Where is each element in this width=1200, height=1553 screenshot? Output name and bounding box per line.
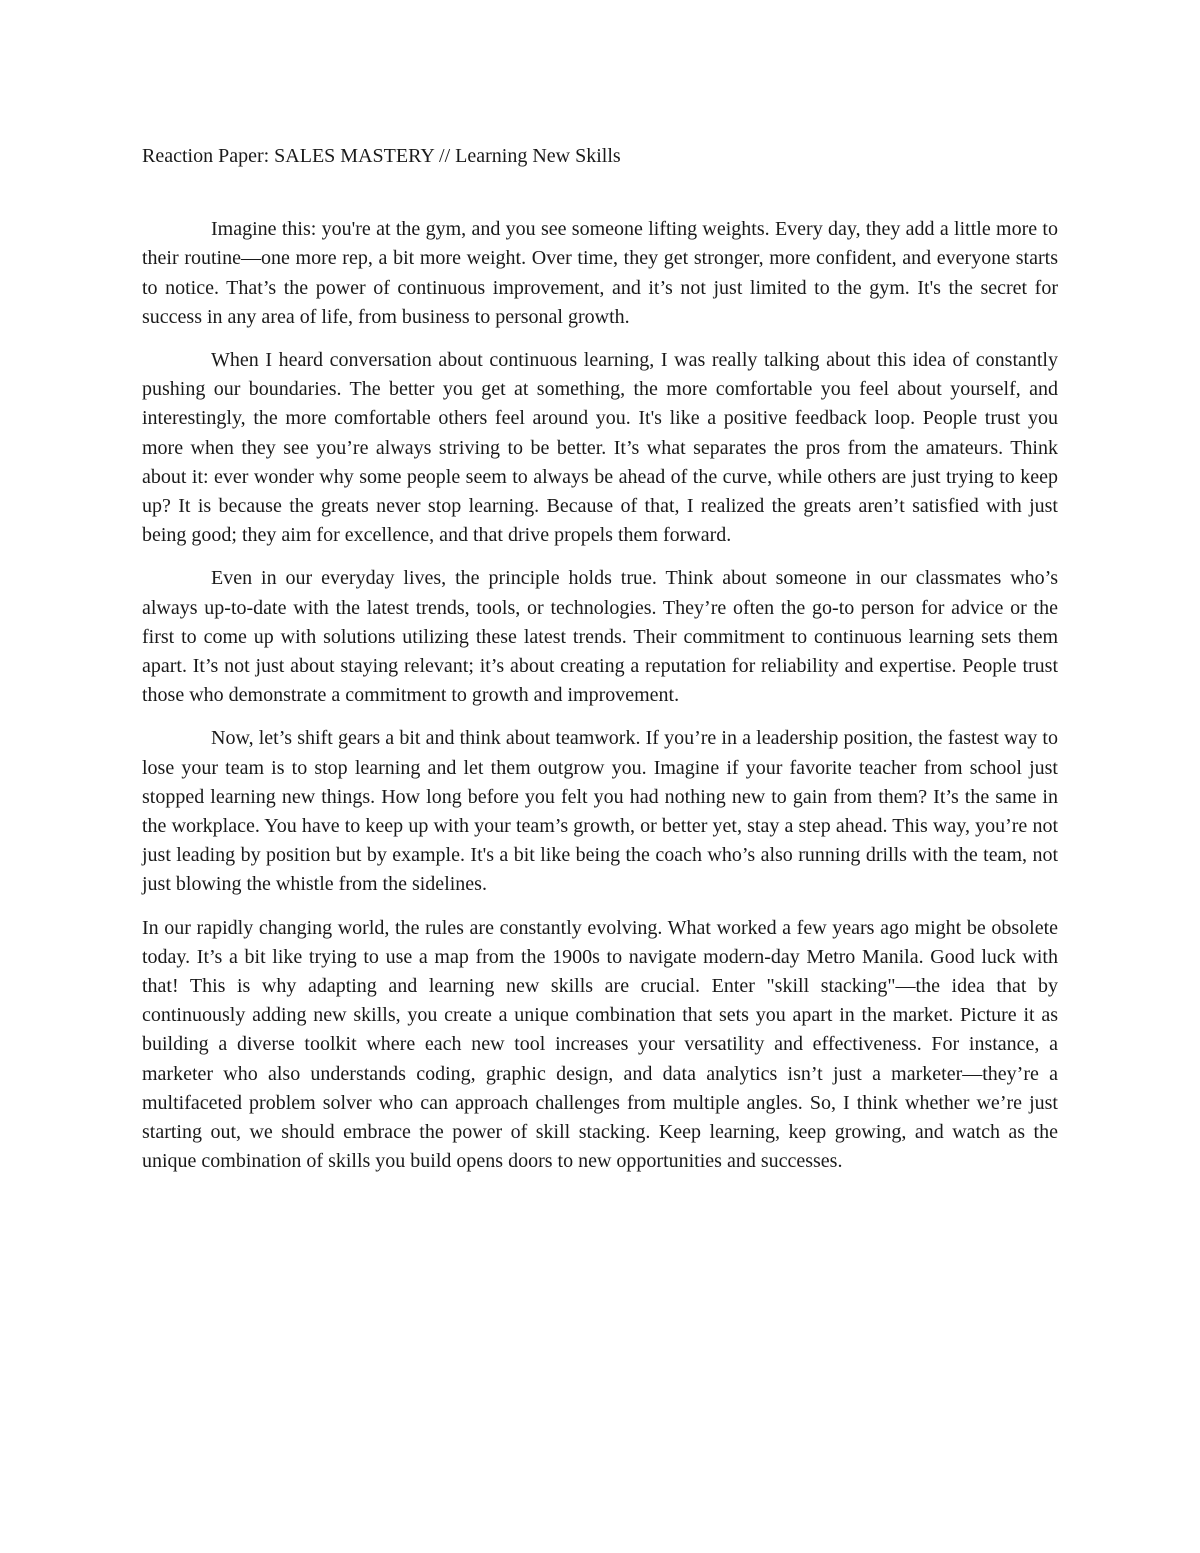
document-title: Reaction Paper: SALES MASTERY // Learning New Skills xyxy=(142,145,621,167)
document-body xyxy=(142,142,1058,1191)
paragraph-4: Now, let’s shift gears a bit and think about teamwork. If you’re in a leadership position, the fastest way to lose your team is to stop learning and let them outgrow you. Imagine if your favorite teacher from school just stopped learning new things. How long before you felt you had nothing new to gain from them? It’s the same in the workplace. You have to keep up with your team’s growth, or better yet, stay a step ahead. This way, you’re not just leading by position but by example. It's a bit like being the coach who’s also running drills with the team, not just blowing the whistle from the sidelines. xyxy=(142,727,1058,896)
paragraph-1: Imagine this: you're at the gym, and you see someone lifting weights. Every day, they add a little more to their routine—one more rep, a bit more weight. Over time, they get stronger, more confident, and everyone starts to notice. That’s the power of continuous improvement, and it’s not just limited to the gym. It's the secret for success in any area of life, from business to personal growth. xyxy=(142,218,1058,328)
paragraph-5: In our rapidly changing world, the rules are constantly evolving. What worked a few years ago might be obsolete today. It’s a bit like trying to use a map from the 1900s to navigate modern-day Metro Manila. Good luck with that! This is why adapting and learning new skills are crucial. Enter "skill stacking"—the idea that by continuously adding new skills, you create a unique combination that sets you apart in the market. Picture it as building a diverse toolkit where each new tool increases your versatility and effectiveness. For instance, a marketer who also understands coding, graphic design, and data analytics isn’t just a marketer—they’re a multifaceted problem solver who can approach challenges from multiple angles. So, I think whether we’re just starting out, we should embrace the power of skill stacking. Keep learning, keep growing, and watch as the unique combination of skills you build opens doors to new opportunities and successes. xyxy=(142,916,1058,1173)
paragraph-3: Even in our everyday lives, the principle holds true. Think about someone in our classmates who’s always up-to-date with the latest trends, tools, or technologies. They’re often the go-to person for advice or the first to come up with solutions utilizing these latest trends. Their commitment to continuous learning sets them apart. It’s not just about staying relevant; it’s about creating a reputation for reliability and expertise. People trust those who demonstrate a commitment to growth and improvement. xyxy=(142,567,1058,707)
paragraph-2: When I heard conversation about continuous learning, I was really talking about this idea of constantly pushing our boundaries. The better you get at something, the more comfortable you feel about yourself, and interestingly, the more comfortable others feel around you. It's like a positive feedback loop. People trust you more when they see you’re always striving to be better. It’s what separates the pros from the amateurs. Think about it: ever wonder why some people seem to always be ahead of the curve, while others are just trying to keep up? It is because the greats never stop learning. Because of that, I realized the greats aren’t satisfied with just being good; they aim for excellence, and that drive propels them forward. xyxy=(142,349,1058,547)
